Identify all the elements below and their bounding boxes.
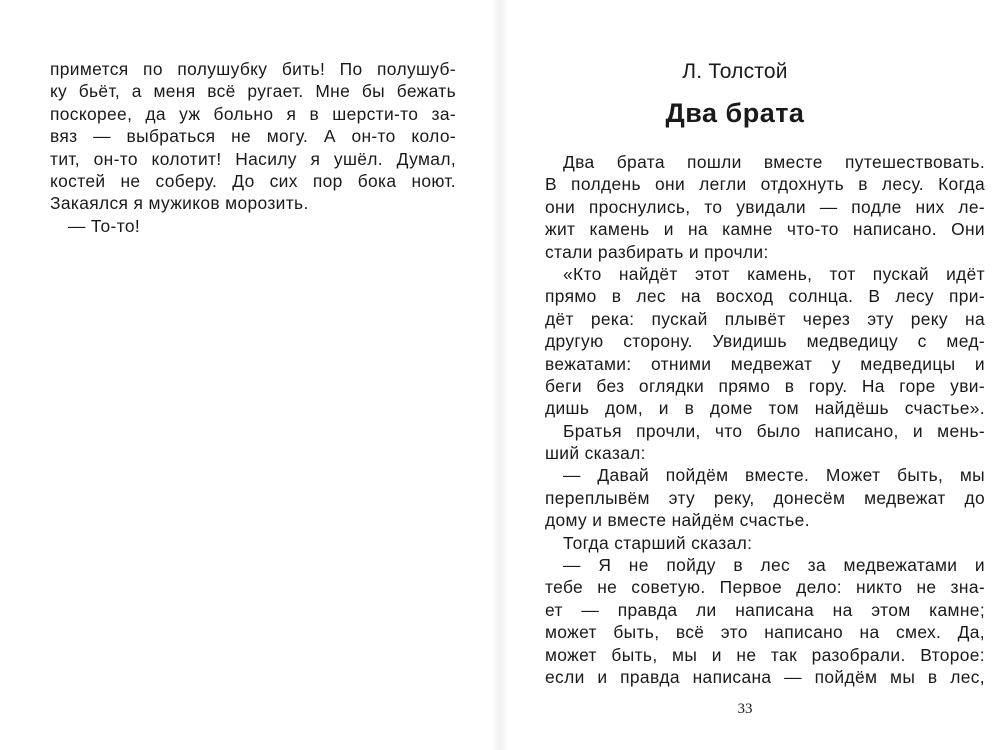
text-line: «Кто найдёт этот камень, тот пускай идёт [563,263,985,284]
page-number: 33 [737,701,753,717]
book-gutter [490,0,510,750]
text-line: дому и вместе найдём счастье. [545,510,810,531]
text-line: может быть, всё это написано на смех. Да, [545,622,985,643]
text-line: стали разбирать и прочли: [545,241,769,262]
text-line: костей не соберу. До сих пор бока ноют. [50,170,456,191]
text-line: если и правда написана — пойдём мы в лес, [545,666,985,687]
left-page-text [50,58,456,237]
right-page-text [545,151,985,688]
text-line: может быть, мы и не так разобрали. Второе: [545,644,985,665]
text-line: — То-то! [68,215,141,236]
left-page [0,0,490,750]
text-line: вяз — выбраться не могу. А он-то коло- [50,126,456,147]
text-line: В полдень они легли отдохнуть в лесу. Когда [545,174,985,195]
text-line: дёт река: пускай плывёт через эту реку на [545,308,985,329]
text-line: тит, он-то колотит! Насилу я ушёл. Думал, [50,148,456,169]
text-line: — Давай пойдём вместе. Может быть, мы [563,465,985,486]
text-line: кy бьёт, а меня всё ругает. Мне бы бежать [50,81,456,102]
text-line: ет — правда ли написана на этом камне; [545,599,985,620]
text-line: вежатами: отними медвежат у медведицы и [545,353,985,374]
story-title: Два брата [665,98,805,128]
text-line: другую сторону. Увидишь медведицу с мед- [545,331,985,352]
text-line: Тогда старший сказал: [563,532,753,553]
right-page [510,0,1000,750]
text-line: переплывём эту реку, донесём медвежат до [545,487,985,508]
text-line: примется по полушубку бить! По полушуб- [50,59,456,79]
text-line: Братья прочли, что было написано, и мень- [563,420,985,441]
text-line: прямо в лес на восход солнца. В лесу при- [545,286,985,307]
text-line: жит камень и на камне что-то написано. Они [545,219,985,240]
text-line: — Я не пойду в лес за медвежатами и [563,555,985,576]
text-line: поскорее, да уж больно я в шерсти-то за- [50,103,456,124]
text-line: ший сказал: [545,443,646,464]
text-line: Два брата пошли вместе путешествовать. [563,152,985,172]
text-line: они проснулись, то увидали — подле них ле- [545,196,985,217]
text-line: беги без оглядки прямо в гору. На горе уви- [545,375,985,396]
text-line: тебе не советую. Первое дело: никто не зна- [545,577,985,598]
text-line: дишь дом, и в доме том найдёшь счастье». [545,398,985,419]
text-line: Закаялся я мужиков морозить. [50,193,309,214]
story-author: Л. Толстой [682,60,788,83]
